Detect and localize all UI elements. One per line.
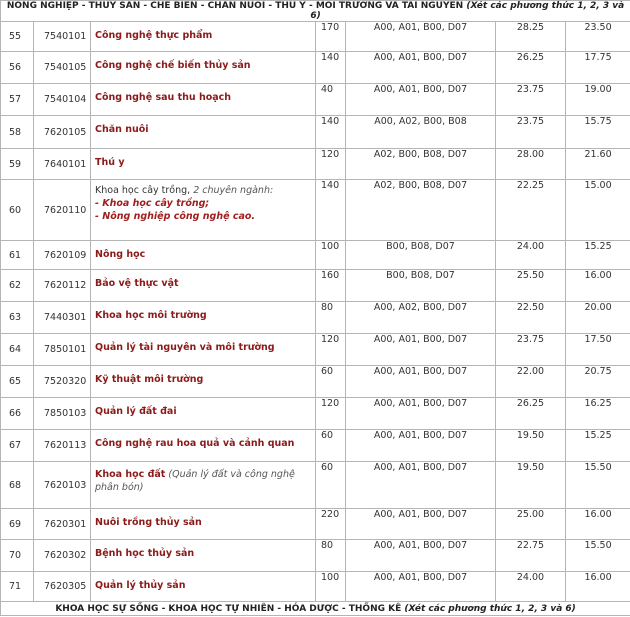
table-row: [1, 509, 630, 540]
major-name: Bảo vệ thực vật: [95, 278, 179, 289]
subject-combo: A00, A02, B00, D07: [346, 302, 496, 334]
subject-combo: B00, B08, D07: [346, 241, 496, 270]
table-row: [1, 334, 630, 366]
score-1: 22.75: [496, 540, 566, 572]
score-1: 28.00: [496, 149, 566, 180]
quota: 100: [316, 241, 346, 270]
score-1: 22.00: [496, 366, 566, 398]
score-2: 17.75: [566, 52, 630, 84]
major-name-cell: [91, 540, 316, 572]
row-number: 67: [1, 430, 34, 462]
table-row: [1, 366, 630, 398]
major-name: Công nghệ chế biến thủy sản: [95, 60, 251, 71]
major-name-cell: [91, 52, 316, 84]
subject-combo: B00, B08, D07: [346, 270, 496, 302]
row-number: 64: [1, 334, 34, 366]
major-code: 7540101: [34, 22, 91, 52]
major-name: Khoa học môi trường: [95, 310, 207, 321]
major-code: 7520320: [34, 366, 91, 398]
quota: 160: [316, 270, 346, 302]
subject-combo: A00, A02, B00, B08: [346, 116, 496, 149]
quota: 140: [316, 116, 346, 149]
score-1: 23.75: [496, 116, 566, 149]
score-2: 23.50: [566, 22, 630, 52]
major-code: 7850101: [34, 334, 91, 366]
row-number: 56: [1, 52, 34, 84]
major-code: 7620112: [34, 270, 91, 302]
score-1: 28.25: [496, 22, 566, 52]
group-header-life-sciences: [1, 602, 630, 616]
quota: 140: [316, 52, 346, 84]
score-2: 15.50: [566, 462, 630, 509]
quota: 140: [316, 180, 346, 241]
major-name: Công nghệ sau thu hoạch: [95, 92, 232, 103]
major-name-cell: [91, 84, 316, 116]
quota: 60: [316, 462, 346, 509]
group-header-cell: [1, 602, 630, 616]
row-number: 71: [1, 572, 34, 602]
major-name: Kỹ thuật môi trường: [95, 374, 204, 385]
major-name-cell: [91, 149, 316, 180]
score-1: 25.00: [496, 509, 566, 540]
major-name: Nuôi trồng thủy sản: [95, 517, 202, 528]
score-2: 15.00: [566, 180, 630, 241]
major-name-cell: [91, 116, 316, 149]
group-title: KHOA HỌC SỰ SỐNG - KHOA HỌC TỰ NHIÊN - HÓA DƯỢC - THỐNG KÊ: [55, 603, 402, 614]
score-1: 23.75: [496, 84, 566, 116]
subject-combo: A00, A01, B00, D07: [346, 22, 496, 52]
score-1: 26.25: [496, 52, 566, 84]
specialization-item: - Khoa học cây trồng;: [95, 198, 210, 209]
quota: 80: [316, 540, 346, 572]
major-name-cell: [91, 270, 316, 302]
major-code: 7850103: [34, 398, 91, 430]
score-2: 17.50: [566, 334, 630, 366]
major-name: Chăn nuôi: [95, 124, 149, 135]
subject-combo: A02, B00, B08, D07: [346, 149, 496, 180]
major-code: 7620305: [34, 572, 91, 602]
major-name-cell: [91, 366, 316, 398]
table-row: [1, 52, 630, 84]
major-name-cell: [91, 334, 316, 366]
table-row: [1, 180, 630, 241]
major-name: Thú y: [95, 157, 125, 168]
table-row: [1, 398, 630, 430]
subject-combo: A00, A01, B00, D07: [346, 462, 496, 509]
score-2: 15.75: [566, 116, 630, 149]
quota: 60: [316, 366, 346, 398]
score-2: 16.00: [566, 509, 630, 540]
major-name-cell: [91, 241, 316, 270]
major-name-cell: [91, 462, 316, 509]
table-row: [1, 22, 630, 52]
row-number: 68: [1, 462, 34, 509]
score-1: 24.00: [496, 241, 566, 270]
row-number: 55: [1, 22, 34, 52]
subject-combo: A02, B00, B08, D07: [346, 180, 496, 241]
quota: 60: [316, 430, 346, 462]
table-row: [1, 430, 630, 462]
major-name: Bệnh học thủy sản: [95, 548, 195, 559]
quota: 100: [316, 572, 346, 602]
subject-combo: A00, A01, B00, D07: [346, 84, 496, 116]
major-name-cell: [91, 509, 316, 540]
major-name: Quản lý thủy sản: [95, 580, 186, 591]
major-code: 7540104: [34, 84, 91, 116]
major-name-cell: [91, 430, 316, 462]
major-name: Công nghệ thực phẩm: [95, 30, 213, 41]
major-name-cell: [91, 398, 316, 430]
score-1: 26.25: [496, 398, 566, 430]
major-name-cell: [91, 180, 316, 241]
subject-combo: A00, A01, B00, D07: [346, 540, 496, 572]
major-detail: (Quản lý đất và công nghệ phân bón): [95, 469, 295, 493]
major-code: 7440301: [34, 302, 91, 334]
quota: 120: [316, 334, 346, 366]
major-name: Nông học: [95, 249, 146, 260]
quota: 170: [316, 22, 346, 52]
row-number: 59: [1, 149, 34, 180]
table-row: [1, 84, 630, 116]
quota: 120: [316, 149, 346, 180]
quota: 220: [316, 509, 346, 540]
row-number: 63: [1, 302, 34, 334]
subject-combo: A00, A01, B00, D07: [346, 52, 496, 84]
score-1: 23.75: [496, 334, 566, 366]
major-name-cell: [91, 302, 316, 334]
row-number: 69: [1, 509, 34, 540]
major-code: 7620103: [34, 462, 91, 509]
major-code: 7620110: [34, 180, 91, 241]
major-name: Quản lý tài nguyên và môi trường: [95, 342, 275, 353]
table-row: [1, 116, 630, 149]
subject-combo: A00, A01, B00, D07: [346, 398, 496, 430]
subject-combo: A00, A01, B00, D07: [346, 430, 496, 462]
score-1: 25.50: [496, 270, 566, 302]
major-code: 7640101: [34, 149, 91, 180]
score-2: 20.75: [566, 366, 630, 398]
major-name-cell: [91, 572, 316, 602]
score-2: 15.50: [566, 540, 630, 572]
major-name-cell: [91, 22, 316, 52]
score-2: 16.25: [566, 398, 630, 430]
group-header-agriculture: [1, 1, 630, 22]
score-1: 22.50: [496, 302, 566, 334]
row-number: 65: [1, 366, 34, 398]
major-name: Khoa học đất: [95, 469, 166, 480]
score-2: 16.00: [566, 572, 630, 602]
major-code: 7620105: [34, 116, 91, 149]
table-row: [1, 540, 630, 572]
group-title: NÔNG NGHIỆP - THỦY SẢN - CHẾ BIẾN - CHĂN NUÔI - THÚ Y - MÔI TRƯỜNG VÀ TÀI NGUYÊN: [6, 1, 464, 11]
row-number: 61: [1, 241, 34, 270]
score-1: 19.50: [496, 430, 566, 462]
row-number: 58: [1, 116, 34, 149]
major-code: 7620302: [34, 540, 91, 572]
subject-combo: A00, A01, B00, D07: [346, 366, 496, 398]
group-note: (Xét các phương thức 1, 2, 3 và 6): [310, 1, 625, 21]
specialization-item: - Nông nghiệp công nghệ cao.: [95, 211, 256, 222]
major-name: Công nghệ rau hoa quả và cảnh quan: [95, 438, 295, 449]
major-code: 7620113: [34, 430, 91, 462]
group-note: (Xét các phương thức 1, 2, 3 và 6): [404, 603, 576, 614]
row-number: 62: [1, 270, 34, 302]
group-header-cell: [1, 1, 630, 22]
score-1: 19.50: [496, 462, 566, 509]
score-1: 22.25: [496, 180, 566, 241]
major-subtitle: 2 chuyên ngành:: [193, 185, 274, 196]
score-2: 19.00: [566, 84, 630, 116]
score-2: 15.25: [566, 430, 630, 462]
subject-combo: A00, A01, B00, D07: [346, 572, 496, 602]
quota: 80: [316, 302, 346, 334]
score-1: 24.00: [496, 572, 566, 602]
row-number: 60: [1, 180, 34, 241]
row-number: 66: [1, 398, 34, 430]
major-code: 7620301: [34, 509, 91, 540]
quota: 120: [316, 398, 346, 430]
score-2: 15.25: [566, 241, 630, 270]
table-row: [1, 241, 630, 270]
subject-combo: A00, A01, B00, D07: [346, 334, 496, 366]
subject-combo: A00, A01, B00, D07: [346, 509, 496, 540]
major-code: 7620109: [34, 241, 91, 270]
row-number: 57: [1, 84, 34, 116]
major-name: Khoa học cây trồng,: [95, 185, 191, 196]
table-row: [1, 572, 630, 602]
table-row: [1, 270, 630, 302]
table-row: [1, 149, 630, 180]
major-code: 7540105: [34, 52, 91, 84]
table-row: [1, 462, 630, 509]
table-row: [1, 302, 630, 334]
major-name: Quản lý đất đai: [95, 406, 177, 417]
score-2: 16.00: [566, 270, 630, 302]
score-2: 21.60: [566, 149, 630, 180]
quota: 40: [316, 84, 346, 116]
row-number: 70: [1, 540, 34, 572]
score-2: 20.00: [566, 302, 630, 334]
